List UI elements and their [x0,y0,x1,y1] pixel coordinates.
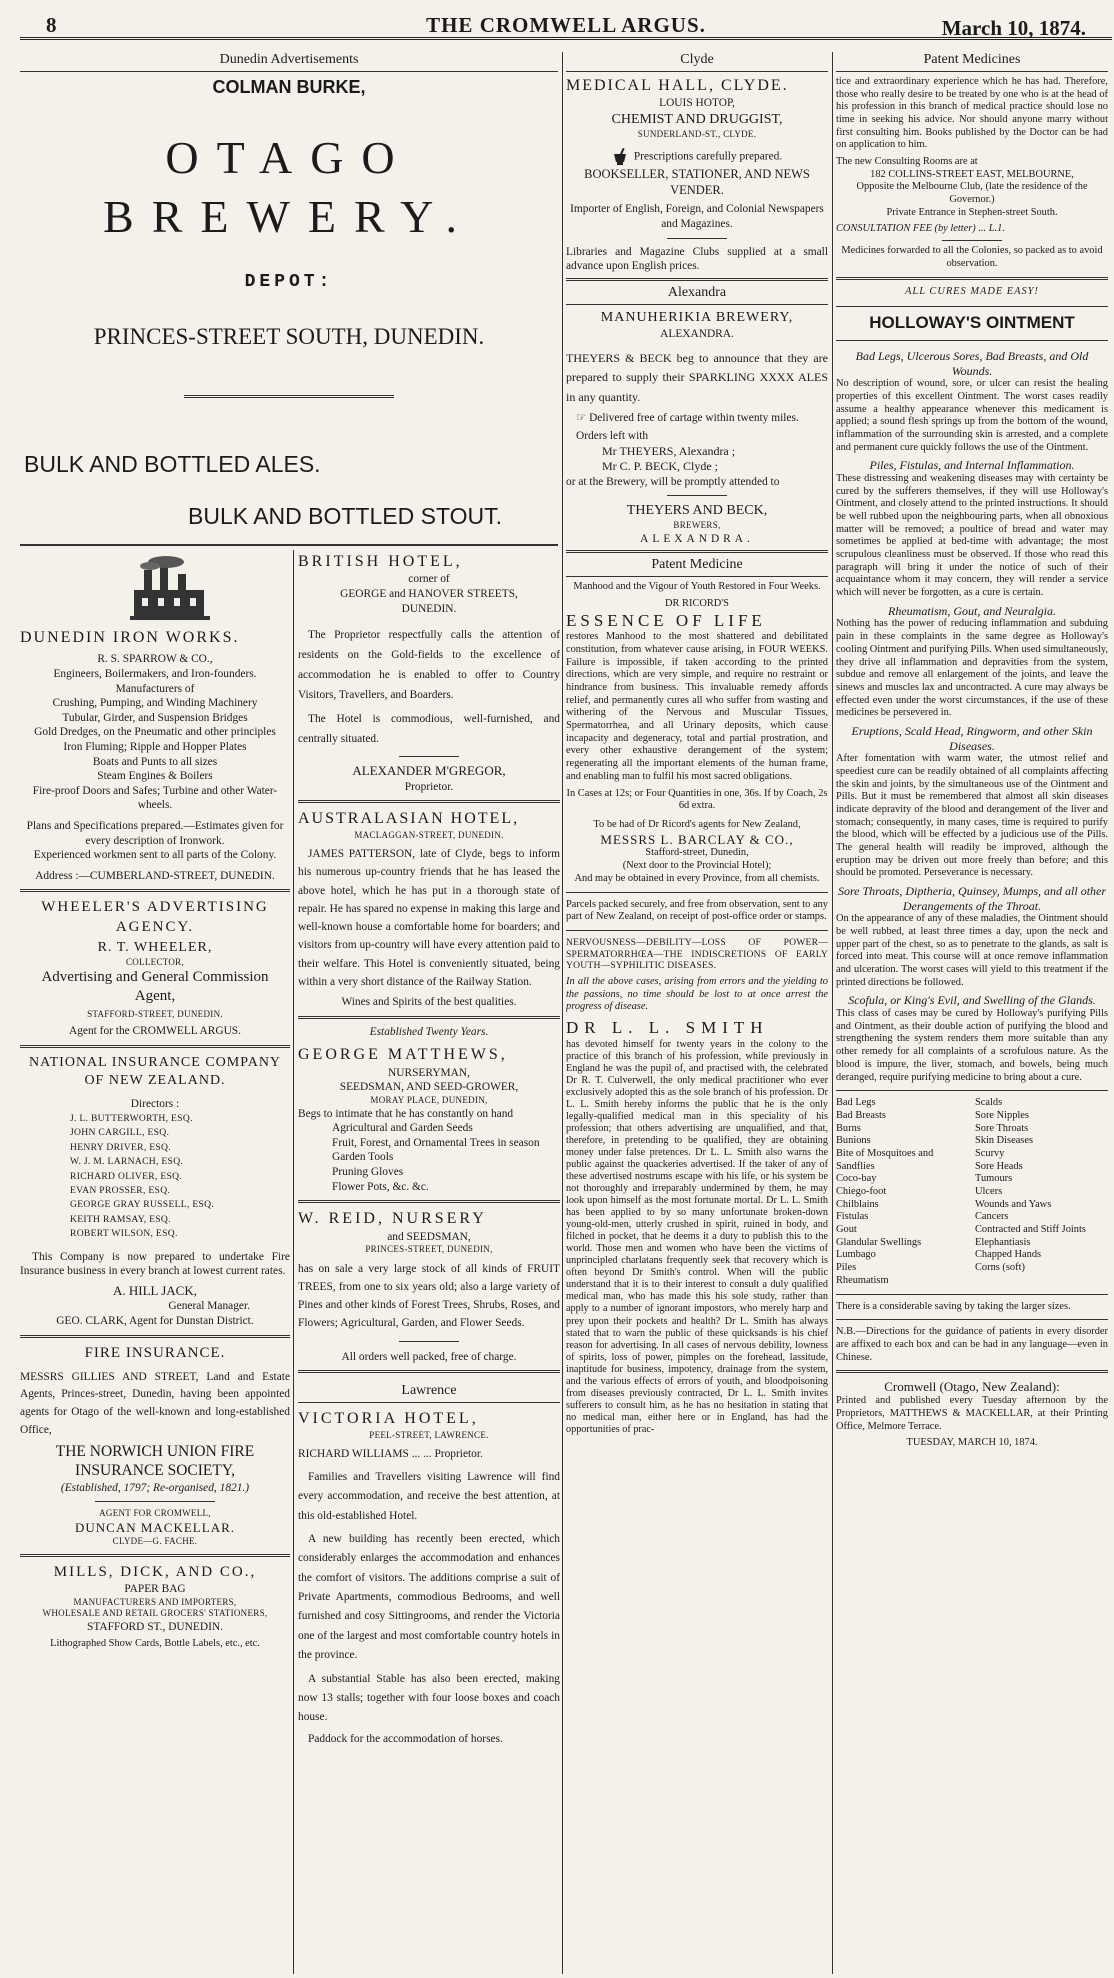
ales-line: BULK AND BOTTLED ALES. [24,451,321,478]
victoria-p3: A substantial Stable has also been erected, making now 13 stalls; together with four loose boxes and coach house. [298,1672,560,1724]
imprint [836,1379,1108,1450]
matthews-title: GEORGE MATTHEWS, [298,1046,508,1064]
iron-line: Tubular, Girder, and Suspension Bridges [62,711,248,724]
ailment: Elephantiasis [975,1236,1031,1248]
victoria-street: PEEL-STREET, LAWRENCE. [369,1429,489,1440]
ricord-tobe: To be had of Dr Ricord's agents for New Zealand, [593,818,801,830]
manu-city2: ALEXANDRA. [640,532,754,545]
imprint-printed: Printed and published every Tuesday afternoon by the Proprietors, MATTHEWS & MACKELLAR, at their Printing Office, Melmore Terrace. [836,1395,1108,1432]
hotop-presc [566,148,828,166]
presc-text: Prescriptions carefully prepared. [633,151,783,163]
manu-title: MANUHERIKIA BREWERY, [600,309,794,325]
fire-title: FIRE INSURANCE. [84,1344,226,1361]
iron-works-title: DUNEDIN IRON WORKS. [20,629,240,646]
mortar-icon [612,148,628,166]
wheeler-title: WHEELER'S ADVERTISING AGENCY. [41,899,269,935]
matthews-begs: Begs to intimate that he has constantly on hand [298,1107,514,1120]
fire-clyde: CLYDE—G. FACHE. [112,1536,198,1547]
british-corner: corner of [408,573,450,586]
director-name: J. L. BUTTERWORTH, ESQ. [70,1113,193,1125]
ailment: Wounds and Yaws [975,1198,1052,1210]
hotop-book: BOOKSELLER, STATIONER, AND NEWS VENDER. [584,167,810,198]
ailment: Tumours [975,1173,1013,1185]
nic-title: NATIONAL INSURANCE COMPANY OF NEW ZEALAND. [28,1054,282,1088]
fire-insurance-ad [20,1344,290,1548]
column-1 [20,550,290,1974]
medical-hall-title: MEDICAL HALL, CLYDE. [566,76,789,94]
director-name: RICHARD OLIVER, ESQ. [70,1170,183,1182]
ailment: Glandular Swellings [836,1236,922,1248]
fire-agent-name: DUNCAN MACKELLAR. [75,1519,235,1535]
reid-title: W. REID, NURSERY [298,1210,487,1228]
austral-title: AUSTRALASIAN HOTEL, [298,810,520,828]
manu-firm: THEYERS AND BECK, [626,503,768,519]
consult-forwarded: Medicines forwarded to all the Colonies, so packed as to avoid observation. [841,245,1103,269]
page-number: 8 [46,13,57,37]
holloway-ad [836,286,1108,1365]
brewery-title: OTAGO BREWERY. [103,131,475,242]
holloway-h1-body: No description of wound, sore, or ulcer can resist the healing properties of this excellent Ointment. The worst cases readily assume a healthy appearance whenever this medicament is applied; a sound flesh springs up from the bottom of the wound, inflammation of the surrounding skin is arrested, and a complete and permanent cure quickly follows the use of the Ointment. [836,378,1108,453]
mills-title: MILLS, DICK, AND CO., [53,1563,257,1580]
holloway-h5-body: On the appearance of any of these maladies, the Ointment should be well rubbed, at least three times a day, upon the neck and upper part of the chest, so as to penetrate to the glands, as salt is forced into meat. This course will at once remove inflammation and ulceration. The worst cases will yield to this treatment if the printed directions be followed. [836,913,1108,988]
victoria-title: VICTORIA HOTEL, [298,1410,479,1428]
mills-litho: Lithographed Show Cards, Bottle Labels, etc., etc. [50,1638,260,1650]
consult-priv: Private Entrance in Stephen-street South. [886,206,1058,218]
ailment-list [836,1097,1108,1287]
holloway-nb: N.B.—Directions for the guidance of patients in every disorder are affixed to each box and can be had in any language—even in Chinese. [836,1326,1108,1363]
newspaper-page [20,8,1112,1974]
holloway-h3: Rheumatism, Gout, and Neuralgia. [888,603,1056,618]
ailment: Scurvy [975,1147,1005,1159]
ricord-stafford: Stafford-street, Dunedin, [645,847,749,859]
holloway-h2-body: These distressing and weakening diseases may with certainty be cured by the sufferers themselves, if they will use Holloway's Ointment, and closely attend to the printed instructions. It should be well rubbed upon the neighbouring parts, when all obnoxious matter will be removed; a poultice of bread and water may sometimes be applied at bed-time with advantage; the most scrupulous cleanliness must be observed. If those who read this paragraph will bring it under the notice of such of their acquaintance whom it may concern, they will render a service which will never be forgotten, as a cure is certain. [836,472,1108,599]
british-body: The Proprietor respectfully calls the attention of residents on the Gold-fields to the excellence of accommodation he is enabled to offer to Country Visitors, Travellers, and Boarders. [298,629,560,702]
section-heading: Patent Medicines [836,48,1108,72]
ricord-ad [566,581,828,1436]
manu-or: or at the Brewery, will be promptly attended to [566,475,780,488]
director-name: HENRY DRIVER, ESQ. [70,1141,171,1153]
ailment: Chilblains [836,1198,879,1210]
smith-continued [836,76,1108,271]
paper-title: THE CROMWELL ARGUS. [426,13,706,37]
nervous-heading: NERVOUSNESS—DEBILITY—LOSS OF POWER—SPERMATORRHŒA—THE INDISCRETIONS OF EARLY YOUTH—SYPHILITIC DISEASES. [566,936,828,972]
mills-dick-ad [20,1563,290,1651]
mills-manu: MANUFACTURERS AND IMPORTERS, [73,1596,237,1607]
lawrence-section [298,1379,560,1746]
issue-date: March 10, 1874. [941,16,1086,40]
iron-line: Iron Fluming; Ripple and Hopper Plates [63,741,247,754]
ailment: Bunions [836,1135,871,1147]
wheeler-argus: Agent for the CROMWELL ARGUS. [68,1025,241,1038]
holloway-h1: Bad Legs, Ulcerous Sores, Bad Breasts, and Old Wounds. [855,348,1089,378]
holloway-h6-body: This class of cases may be cured by Holloway's purifying Pills and Ointment, as their double action of purifying the blood and strengthening the system renders them more suitable than any other remedy for all complaints of a scrofulous nature. As the blood is impure, the liver, stomach, and bowels, being much deranged, require purifying medicine to bring about a cure. [836,1008,1108,1083]
ailment: Chiego-foot [836,1186,887,1198]
column-rule [832,52,833,1974]
austral-wines: Wines and Spirits of the best qualities. [341,996,517,1009]
austral-body: JAMES PATTERSON, late of Clyde, begs to inform his numerous up-country friends that he has leased the above hotel, which he has put in a thorough state of repair. He has spared no expense in making this large and well-known house a comfortable home for boarders; and visitors from up-country will have every attention paid to their welfare. This Hotel is conveniently situated, being within a very short distance of the Railway Station. [298,848,560,988]
ricord-parcels: Parcels packed securely, and free from observation, sent to any part of New Zealand, on receipt of post-office order or stamps. [566,898,828,923]
mills-sub: PAPER BAG [124,1583,186,1596]
norwich-union: THE NORWICH UNION FIRE INSURANCE SOCIETY, [55,1443,255,1480]
matthews-ad [298,1025,560,1194]
holloway-h6: Scofula, or King's Evil, and Swelling of the Glands. [848,993,1096,1008]
ricord-body: restores Manhood to the most shattered and debilitated constitution, from whatever cause arising, in FOUR WEEKS. Failure is impossible, if taken according to the printed directions, which are very simple, and require no restraint or hindrance from business. This invaluable remedy affords relief, and permanently cures all who suffer from wasting and withering of the Nervous and Muscular Tissues, Spermatorrhea, and all Urinary deposits, which cause incapacity and degeneracy, total and partial prostration, and every other exhaustive derangement of the system; regenerating all the important elements of the human frame, and enabling man to fulfil his most sacred obligations. [566,631,828,782]
manu-mr2: Mr C. P. BECK, Clyde ; [602,459,719,474]
ailment: Gout [836,1224,857,1236]
ailment: Bite of Mosquitoes and Sandflies [836,1147,934,1172]
australasian-hotel-ad [298,809,560,1010]
national-insurance-ad [20,1054,290,1329]
holloway-h4: Eruptions, Scald Head, Ringworm, and other Skin Diseases. [851,723,1093,753]
ricord-cases: In Cases at 12s; or Four Quantities in one, 36s. If by Coach, 2s 6d extra. [566,787,828,812]
matthews-item: Fruit, Forest, and Ornamental Trees in season [332,1136,540,1149]
holloway-h2: Piles, Fistulas, and Internal Inflammation. [869,458,1075,473]
colman-burke: COLMAN BURKE, [212,76,366,97]
reid-orders: All orders well packed, free of charge. [341,1350,517,1363]
iron-plans: Plans and Specifications prepared.—Estimates given for every description of Ironwork. [26,820,284,847]
british-hotel-ad [298,552,560,794]
iron-line: Crushing, Pumping, and Winding Machinery [52,697,258,710]
director-name: KEITH RAMSAY, ESQ. [70,1213,171,1225]
column-4 [836,48,1108,1974]
ricord-next: (Next door to the Provincial Hotel); [622,860,772,872]
manu-body: THEYERS & BECK beg to announce that they are prepared to supply their SPARKLING XXXX ALES in any quantity. [566,351,828,404]
iron-line: Boats and Punts to all sizes [92,755,218,768]
ricord-obtain: And may be obtained in every Province, from all chemists. [574,872,820,884]
nervous-intro: In all the above cases, arising from errors and the yielding to the passions, no time should be lost to at once arrest the progress of disease. [566,975,828,1013]
reid-body: has on sale a very large stock of all kinds of FRUIT TREES, from one to six years old; also a large variety of Pines and other kinds of Forest Trees, Shrubs, Roses, and Flowers; Agricultural, Garden, and Flower Seeds. [298,1262,560,1330]
ailment: Burns [836,1122,861,1134]
ailment: Sore Throats [975,1122,1029,1134]
director-name: JOHN CARGILL, ESQ. [70,1127,170,1139]
mills-street: STAFFORD ST., DUNEDIN. [87,1620,223,1633]
column-rule [562,52,563,1974]
reid-street: PRINCES-STREET, DUNEDIN, [365,1244,493,1255]
smith-cont: tice and extraordinary experience which he has had. Therefore, those who really desire to be treated by one who is at the head of his profession in this branch of medical practice should lose no time in seeking his advice. Nor should anyone marry without first consulting him. Books published by the Doctor can be had on application to him. [836,75,1108,151]
ailment: Rheumatism [836,1274,889,1286]
depot-label: DEPOT: [244,271,334,292]
victoria-prop: RICHARD WILLIAMS ... ... Proprietor. [298,1448,483,1461]
austral-street: MACLAGGAN-STREET, DUNEDIN. [354,829,504,840]
wheeler-name: R. T. WHEELER, [97,939,213,955]
ornament-rule [184,395,394,398]
ailment: Piles [836,1262,857,1274]
victoria-p4: Paddock for the accommodation of horses. [308,1732,503,1745]
imprint-place: Cromwell (Otago, New Zealand): [884,1379,1060,1395]
wheeler-agent: Advertising and General Commission Agent, [41,969,269,1005]
ailment: Chapped Hands [975,1249,1042,1261]
consult-fee: CONSULTATION FEE (by letter) ... L.1. [836,223,1005,235]
divider [20,544,558,546]
holloway-h4-body: After fomentation with warm water, the utmost relief and speediest cure can be readily obtained of all complaints affecting the skin and joints, by the simultaneous use of the Ointment and Pills. But it must be remembered that almost all skin diseases indicate depravity of the blood and derangement of the liver and stomach; consequently, in many cases, time is required to purify the blood, which will be effected by a judicious use of the Pills. The general health will readily be improved, although the eruption may be driven out more freely than before; and this should be promoted. Perseverance is necessary. [836,753,1108,879]
fire-established: (Established, 1797; Re-organised, 1821.) [60,1481,250,1494]
iron-line: Gold Dredges, on the Pneumatic and other principles [34,726,276,739]
column-2 [298,550,560,1974]
holloway-allcures: ALL CURES MADE EASY! [905,285,1039,297]
manu-deliv [566,411,828,426]
manuherikia-ad [566,309,828,547]
iron-line: Manufacturers of [115,682,195,695]
nic-jack: A. HILL JACK, [112,1282,197,1298]
iron-workmen: Experienced workmen sent to all parts of the Colony. [33,849,277,862]
section-heading: Alexandra [566,281,828,305]
imprint-date: TUESDAY, MARCH 10, 1874. [906,1437,1038,1449]
nic-directors: Directors : [130,1098,180,1111]
column-rule [293,550,294,1974]
iron-line: Engineers, Boilermakers, and Iron-founders. [53,668,257,681]
ailment: Coco-bay [836,1173,877,1185]
ricord-manhood: Manhood and the Vigour of Youth Restored in Four Weeks. [573,581,821,593]
holloway-h3-body: Nothing has the power of reducing inflammation and subduing pain in these complaints in the same degree as Holloway's cooling Ointment and purifying Pills. When used simultaneously, they drive all inflammation and depravities from the system, subdue and remove all enlargement of the joints, and leave the sinews and muscles lax and uncontracted. A cure may always be effected even under the worst circumstances, if the use of these medicines be persevered in. [836,618,1108,719]
ricord-dr: DR RICORD'S [665,597,729,609]
matthews-item: Agricultural and Garden Seeds [332,1122,473,1135]
holloway-title: HOLLOWAY'S OINTMENT [869,313,1075,333]
iron-works-ad [20,556,290,883]
otago-brewery-ad [20,48,558,545]
column-3 [566,48,828,1974]
british-prop: Proprietor. [404,780,454,793]
director-name: EVAN PROSSER, ESQ. [70,1185,171,1197]
section-heading: Lawrence [298,1379,560,1403]
section-heading: Dunedin Advertisements [20,48,558,72]
matthews-item: Garden Tools [332,1151,394,1164]
depot-address: PRINCES-STREET SOUTH, DUNEDIN. [93,323,485,349]
wheeler-collector: COLLECTOR, [125,956,185,967]
hotop-imp: Importer of English, Foreign, and Colonial Newspapers and Magazines. [570,203,824,230]
holloway-saving: There is a considerable saving by taking the larger sizes. [836,1300,1071,1312]
smith-title: DR L. L. SMITH [566,1018,769,1038]
iron-works-firm: R. S. SPARROW & CO., [97,653,213,666]
fire-body: MESSRS GILLIES AND STREET, Land and Estate Agents, Princes-street, Dunedin, having been appointed agents for Otago of the well-known and long-established Office, [20,1370,290,1436]
british-title: BRITISH HOTEL, [298,553,463,570]
wheeler-street: STAFFORD-STREET, DUNEDIN. [87,1008,223,1019]
masthead [20,8,1112,40]
ailment: Bad Breasts [836,1109,886,1121]
stout-line: BULK AND BOTTLED STOUT. [188,502,502,529]
section-heading: Patent Medicine [566,553,828,577]
manu-mr1: Mr THEYERS, Alexandra ; [602,443,736,458]
matthews-place: MORAY PLACE, DUNEDIN, [370,1095,488,1106]
british-city: DUNEDIN. [401,602,457,615]
director-name: GEORGE GRAY RUSSELL, ESQ. [70,1199,215,1211]
mills-whole: WHOLESALE AND RETAIL GROCERS' STATIONERS, [42,1608,268,1619]
victoria-p2: A new building has recently been erected, which considerably enlarges the accommodation and enhances the comfort of visitors. The additions comprise a suit of Private Apartments, commodious Bedrooms, and well furnished and cosy Sittingrooms, and render the Victoria one of the largest and most comfortable country hotels in the province. [298,1532,560,1662]
iron-address: Address :—CUMBERLAND-STREET, DUNEDIN. [35,869,275,882]
director-name: W. J. M. LARNACH, ESQ. [70,1156,184,1168]
matthews-est: Established Twenty Years. [369,1025,489,1038]
ailment: Ulcers [975,1186,1003,1198]
british-streets: GEORGE and HANOVER STREETS, [340,588,518,601]
matthews-item: Pruning Gloves [332,1165,404,1178]
factory-engraving [130,556,290,622]
nic-clark: GEO. CLARK, Agent for Dunstan District. [56,1314,254,1327]
smith-body: has devoted himself for twenty years in the colony to the practice of this branch of his profession, while previously in England he was the pupil of, and practised with, the celebrated Dr R. T. Culverwell, the only medical practitioner who ever exclusively adopted this as the sole branch of his profession. Dr L. L. Smith hereby informs the public that he is the only legally-qualified medical man in this speciality of his profession; that others advertising are unqualified, and that, therefore, in pretending to be qualified, they are obtaining money under false pretences. Dr L. L. Smith also warns the public against the quackeries advertised. If the taker of any of these advertised nostrums escape with his life, or his system be not thoroughly and irreparably undermined by them, he may look upon himself as the most fortunate mortal. Dr L. L. Smith has been applied to by so many unfortunate broken-down young-old-men, utterly crushed in spirit, ruined in body, and filched in pocket, that he deems it a duty to publish this to the world. Those men and women who have been the victims of unprincipled charlatans frequently seek that recovery which is often beyond Dr Smith's control. When will the public understand that it is to their interest to consult a duly qualified medical man, who has made this his sole study, rather than apply to a number of ignorant impostors, who merely harp and prey upon their pockets and health? Dr L. Smith has always stated that to warn the public of these quicksands is his chief reason for advertising. In all cases of nervous debility, lowness of spirits, loss of power, pimples on the forehead, lassitude, inaptitude for business, impotency, drainage from the system, and the various effects of errors of youth, and bloodpoisoning from diseases previously contracted, Dr L. L. Smith invites sufferers to consult him, as he has no hesitation in stating that no medical man, either here or in England, has had the opportunities of prac- [566,1038,828,1435]
hotop-chem: CHEMIST AND DRUGGIST, [611,111,783,127]
consult-rooms: The new Consulting Rooms are at [836,156,978,168]
british-owner: ALEXANDER M'GREGOR, [352,762,506,778]
ricord-essence: ESSENCE OF LIFE [566,610,766,630]
ailment: Sore Heads [975,1160,1023,1172]
manu-city: ALEXANDRA. [660,327,734,340]
hotop-lib: Libraries and Magazine Clubs supplied at a small advance upon English prices. [566,245,828,273]
ailment: Corns (soft) [975,1262,1025,1274]
victoria-p1: Families and Travellers visiting Lawrence will find every accommodation, and receive the best attention, at this old-established Hotel. [298,1470,560,1522]
wheeler-ad [20,898,290,1038]
british-body2: The Hotel is commodious, well-furnished, and centrally situated. [298,713,560,746]
hotop-name: LOUIS HOTOP, [659,97,735,110]
ailment: Fistulas [836,1211,869,1223]
manu-brewers: BREWERS, [673,520,721,531]
nic-manager: General Manager. [168,1300,250,1313]
holloway-h5: Sore Throats, Diptheria, Quinsey, Mumps, and all other Derangements of the Throat. [837,884,1107,913]
ailment: Contracted and Stiff Joints [975,1224,1086,1236]
nic-prepared: This Company is now prepared to undertake Fire Insurance business in every branch at lowest current rates. [20,1250,290,1278]
reid-and: and SEEDSMAN, [387,1230,471,1243]
ailment: Skin Diseases [975,1135,1034,1147]
ricord-barclay: MESSRS L. BARCLAY & CO., [600,831,794,847]
medical-hall-ad [566,76,828,274]
iron-line: Steam Engines & Boilers [97,770,213,783]
consult-collins: 182 COLLINS-STREET EAST, MELBOURNE, [870,168,1074,180]
iron-line: Fire-proof Doors and Safes; Turbine and other Water-wheels. [32,784,278,812]
matthews-seeds: SEEDSMAN, AND SEED-GROWER, [339,1081,519,1094]
ailment: Lumbago [836,1249,876,1261]
ailment: Cancers [975,1211,1009,1223]
matthews-nursery: NURSERYMAN, [388,1066,470,1079]
ailment: Sore Nipples [975,1109,1029,1121]
reid-ad [298,1209,560,1364]
pointing-hand-icon: ☞ [576,411,590,424]
director-name: ROBERT WILSON, ESQ. [70,1228,178,1240]
matthews-item: Flower Pots, &c. &c. [332,1180,429,1193]
consult-opp: Opposite the Melbourne Club, (late the residence of the Governor.) [856,181,1088,206]
ailment: Bad Legs [836,1097,876,1109]
manu-orders: Orders left with [576,430,649,443]
section-heading: Clyde [566,48,828,72]
hotop-street: SUNDERLAND-ST., CLYDE. [637,128,757,139]
ailment: Scalds [975,1097,1003,1109]
deliv-text: Delivered free of cartage within twenty miles. [589,411,799,424]
fire-agent-label: AGENT FOR CROMWELL, [99,1508,211,1519]
